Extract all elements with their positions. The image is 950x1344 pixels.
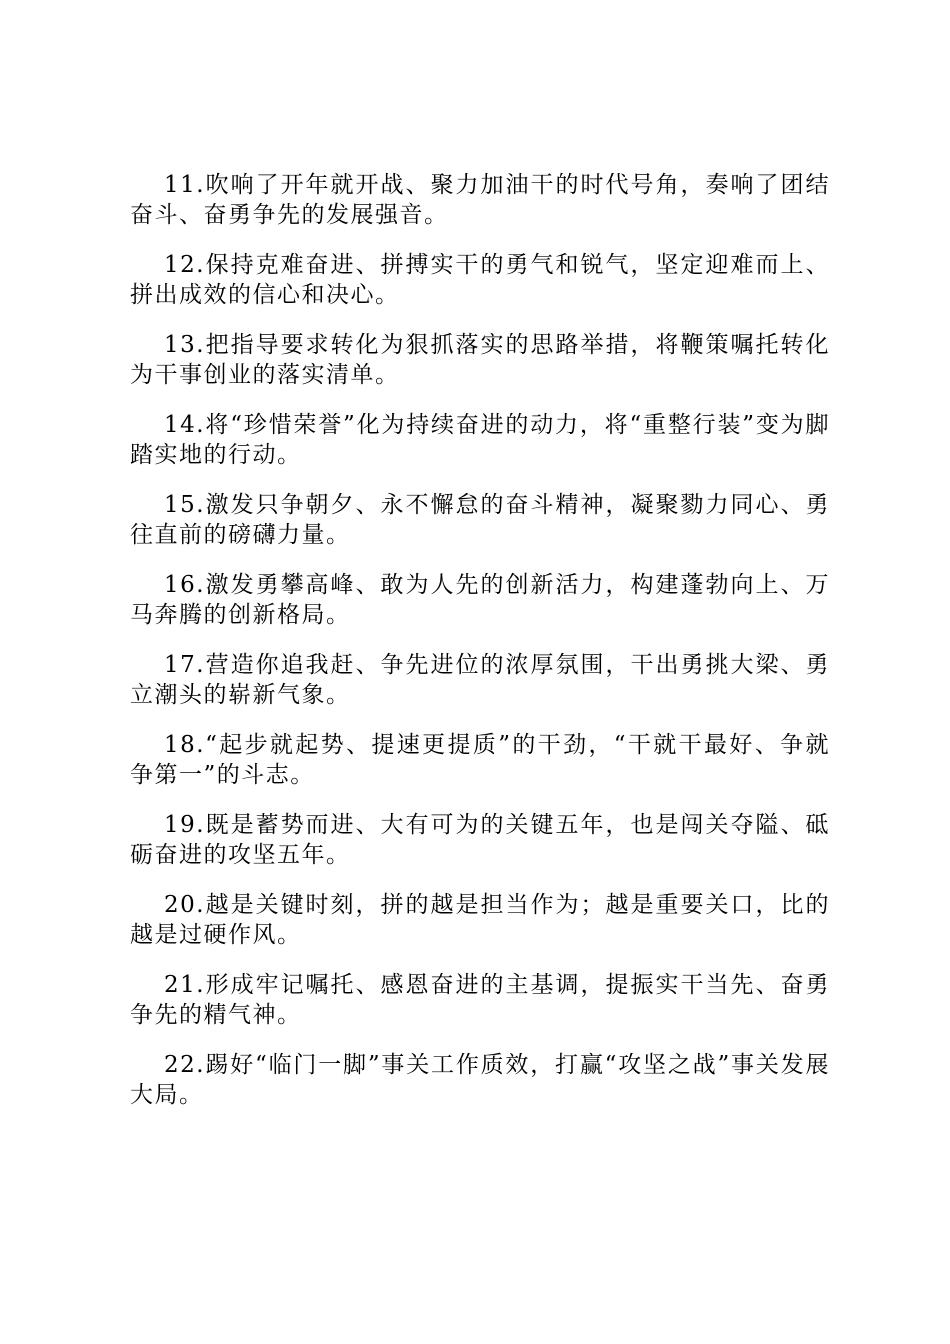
paragraph-11: 11.吹响了开年就开战、聚力加油干的时代号角，奏响了团结奋斗、奋勇争先的发展强音。 xyxy=(130,172,830,228)
paragraph-15: 15.激发只争朝夕、永不懈怠的奋斗精神，凝聚勠力同心、勇往直前的磅礴力量。 xyxy=(130,492,830,548)
paragraph-13: 13.把指导要求转化为狠抓落实的思路举措，将鞭策嘱托转化为干事创业的落实清单。 xyxy=(130,332,830,388)
document-page xyxy=(130,170,830,1130)
paragraph-14: 14.将“珍惜荣誉”化为持续奋进的动力，将“重整行装”变为脚踏实地的行动。 xyxy=(130,412,830,468)
paragraph-12: 12.保持克难奋进、拼搏实干的勇气和锐气，坚定迎难而上、拼出成效的信心和决心。 xyxy=(130,252,830,308)
paragraph-17: 17.营造你追我赶、争先进位的浓厚氛围，干出勇挑大梁、勇立潮头的崭新气象。 xyxy=(130,652,830,708)
paragraph-20: 20.越是关键时刻，拼的越是担当作为；越是重要关口，比的越是过硬作风。 xyxy=(130,892,830,948)
paragraph-22: 22.踢好“临门一脚”事关工作质效，打赢“攻坚之战”事关发展大局。 xyxy=(130,1052,830,1108)
paragraph-21: 21.形成牢记嘱托、感恩奋进的主基调，提振实干当先、奋勇争先的精气神。 xyxy=(130,972,830,1028)
paragraph-19: 19.既是蓄势而进、大有可为的关键五年，也是闯关夺隘、砥砺奋进的攻坚五年。 xyxy=(130,812,830,868)
paragraph-18: 18.“起步就起势、提速更提质”的干劲，“干就干最好、争就争第一”的斗志。 xyxy=(130,732,830,788)
paragraph-16: 16.激发勇攀高峰、敢为人先的创新活力，构建蓬勃向上、万马奔腾的创新格局。 xyxy=(130,572,830,628)
